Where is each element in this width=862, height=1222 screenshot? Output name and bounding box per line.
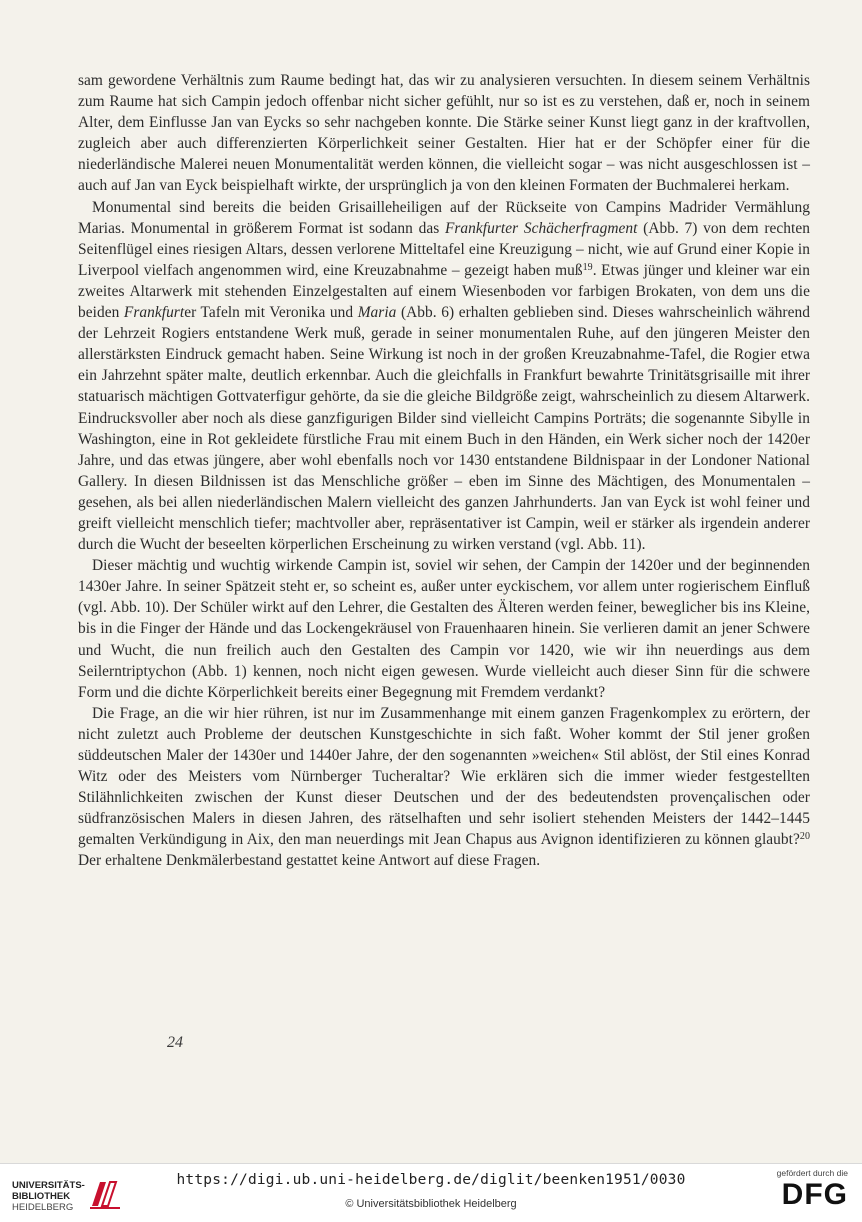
paragraph-2-text-c: . Etwas jünger und kleiner war ein zweites Altarwerk mit stehenden Einzelgestalten auf einem Wiesenboden vor farbigen Brokaten, von dem uns die beiden [78,261,810,322]
paragraph-2-text-a: Monumental sind bereits die beiden Grisailleheiligen auf der Rückseite von Campins Madrider Vermählung Marias. Monumental in größerem Format ist sodann das [78,198,810,237]
paragraph-1: sam gewordene Verhältnis zum Raume bedingt hat, das wir zu analysieren versuchten. In diesem seinem Verhältnis zum Raume hat sich Campin jedoch offenbar nicht sicher gefühlt, nur so ist es zu verstehen, daß er, noch in seinem Alter, dem Einflusse Jan van Eycks so sehr nachgeben konnte. Die Stärke seiner Kunst liegt ganz in der kraftvollen, zugleich aber auch differenzierten Körperlichkeit seiner Gestalten. Hier hat er der Schöpfer einer für die niederländische Malerei neuen Monumentalität werden können, die vielleicht sogar – was nicht ausgeschlossen ist – auch auf Jan van Eyck beispielhaft wirkte, der ursprünglich ja von den kleinen Formaten der Buchmalerei herkam. [78,72,810,195]
paragraph-3: Dieser mächtig und wuchtig wirkende Campin ist, soviel wir sehen, der Campin der 1420er und der beginnenden 1430er Jahre. In seiner Spätzeit steht er, so scheint es, außer unter eyckischem, vor allem unter rogierischem Einfluß (vgl. Abb. 10). Der Schüler wirkt auf den Lehrer, die Gestalten des Älteren werden feiner, beweglicher bis ins Kleine, bis in die Finger der Hände und das Lockengekräusel von Frauenhaaren hinein. Sie verlieren damit an jener Schwere und Wucht, die nun freilich auch den Gestalten des Campin vor 1420, wie wir ihn neuerdings aus dem Seilerntriptychon (Abb. 1) kennen, noch nicht eigen gewesen. Wurde vielleicht auch dieser Sinn für die schwere Form und die dichte Körperlichkeit bereits einer Begegnung mit Fremdem verdankt? [78,557,810,701]
paragraph-2-italic-2: Frankfurt [123,304,185,322]
footnote-marker-19[interactable]: 19 [582,261,593,273]
footnote-marker-20[interactable]: 20 [799,831,810,843]
paragraph-2-italic-1: Frankfurter Schächerfragment [444,219,638,237]
copyright-notice: © Universitätsbibliothek Heidelberg [345,1198,517,1210]
paragraph-2-italic-3: Maria [357,304,397,322]
ub-logo-line-1: UNIVERSITÄTS- [12,1180,85,1191]
paragraph-4-text-b: Der erhaltene Denkmälerbestand gestattet keine Antwort auf diese Fragen. [78,852,541,870]
viewer-footer [0,1163,862,1222]
ub-logo-line-2: BIBLIOTHEK [12,1191,71,1202]
paragraph-4-text-a: Die Frage, an die wir hier rühren, ist nur im Zusammenhange mit einem ganzen Fragenkomplex zu erörtern, der nicht zuletzt auch Probleme der deutschen Kunstgeschichte in sich faßt. Woher kommt der Stil jener großen süddeutschen Maler der 1430er und 1440er Jahre, der den sogenannten »weichen« Stil ablöst, der Stil eines Konrad Witz oder des Meisters vom Nürnberger Tucheraltar? Wie erklären sich die immer wieder festgestellten Stilähnlichkeiten zwischen der Kunst dieser Deutschen und der des bedeutendsten provençalischen oder südfranzösischen Malers in diesen Jahren, des rätselhaften und sehr isoliert stehenden Meisters der 1442–1445 gemalten Verkündigung in Aix, den man neuerdings mit Jean Chapus aus Avignon identifizieren zu können glaubt? [78,704,810,849]
paragraph-2 [78,197,810,556]
permalink-url[interactable]: https://digi.ub.uni-heidelberg.de/diglit/beenken1951/0030 [176,1172,686,1188]
paragraph-2-text-d: er Tafeln mit Veronika und [184,304,358,322]
ub-logo-line-3: HEIDELBERG [12,1202,74,1213]
dfg-funding-logo[interactable] [762,1168,848,1218]
dfg-logo-mark: DFG [781,1178,848,1211]
paragraph-4 [78,703,810,872]
body-text [78,70,810,872]
page-number: 24 [167,1034,183,1051]
paragraph-2-text-b: (Abb. 7) von dem rechten Seitenflügel eines riesigen Altars, dessen verlorene Mitteltafel eine Kreuzigung – nicht, wie auf Grund einer Kopie in Liverpool vielfach angenommen wird, eine Kreuzabnahme – gezeigt haben muß [78,219,810,279]
dfg-caption: gefördert durch die [776,1168,848,1178]
paragraph-2-text-e: (Abb. 6) erhalten geblieben sind. Dieses wahrscheinlich während der Lehrzeit Rogiers entstandene Werk muß, gerade in seiner monumentalen Ruhe, auf den jüngeren Meister den allerstärksten Eindruck gemacht haben. Seine Wirkung ist noch in der großen Kreuzabnahme-Tafel, die Rogier etwa ein Jahrzehnt später malte, deutlich erkennbar. Auch die gleichfalls in Frankfurt bewahrte Trinitätsgrisaille mit ihrer statuarisch mächtigen Gottvaterfigur gehörte, da sie die gleiche Bildgröße zeigt, wahrscheinlich zu diesem Altarwerk. Eindrucksvoller aber noch als diese ganzfigurigen Bilder sind vielleicht Campins Porträts; die sogenannte Sibylle in Washington, eine in Rot gekleidete fürstliche Frau mit einem Buch in den Händen, ein Werk sicher noch der 1420er Jahre, und das etwas jüngere, aber wohl ebenfalls noch vor 1430 entstandene Bildnispaar in der Londoner National Gallery. In diesen Bildnissen ist das Menschliche größer – eben im Sinne des Mächtigen, des Monumentalen – gesehen, als bei allen niederländischen Malern vielleicht des ganzen Jahrhunderts. Jan van Eyck ist wohl feiner und greift vielleicht menschlich tiefer; machtvoller aber, repräsentativer ist Campin, weil er stärker als irgendein anderer durch die Wucht der beseelten körperlichen Erscheinung zu wirken verstand (vgl. Abb. 11). [78,304,810,554]
